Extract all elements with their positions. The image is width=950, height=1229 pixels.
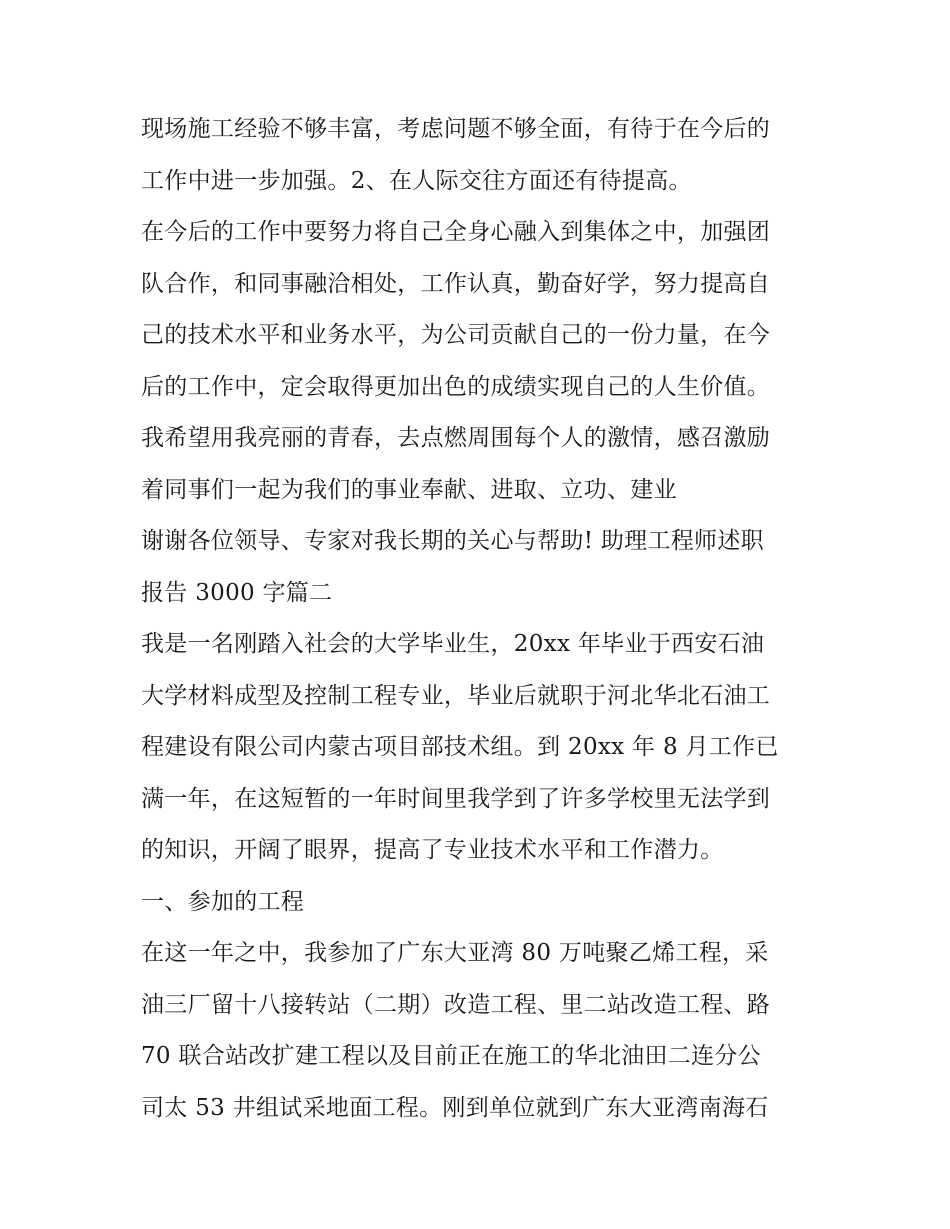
text-line-20: 司太 53 井组试采地面工程。刚到单位就到广东大亚湾南海石 — [141, 1094, 769, 1121]
text-line-1: 现场施工经验不够丰富，考虑问题不够全面，有待于在今后的 — [141, 116, 771, 142]
text-line-7: 我希望用我亮丽的青春，去点燃周围每个人的激情，感召激励 — [141, 425, 771, 451]
text-line-4: 队合作，和同事融洽相处，工作认真，勤奋好学，努力提高自 — [141, 270, 771, 297]
text-line-2: 工作中进一步加强。2、在人际交往方面还有待提高。 — [141, 167, 692, 194]
text-line-9: 谢谢各位领导、专家对我长期的关心与帮助! 助理工程师述职 — [141, 528, 764, 554]
text-line-6: 后的工作中，定会取得更加出色的成绩实现自己的人生价值。 — [141, 373, 771, 400]
text-line-13: 程建设有限公司内蒙古项目部技术组。到 20xx 年 8 月工作已 — [141, 734, 779, 760]
text-line-17: 在这一年之中，我参加了广东大亚湾 80 万吨聚乙烯工程，采 — [141, 940, 769, 966]
text-line-5: 己的技术水平和业务水平，为公司贡献自己的一份力量，在今 — [141, 322, 771, 348]
text-line-19: 70 联合站改扩建工程以及目前正在施工的华北油田二连分公 — [141, 1043, 761, 1069]
text-line-11: 我是一名刚踏入社会的大学毕业生，20xx 年毕业于西安石油 — [141, 631, 765, 657]
text-line-18: 油三厂留十八接转站（二期）改造工程、里二站改造工程、路 — [141, 991, 771, 1018]
text-line-15: 的知识，开阔了眼界，提高了专业技术水平和工作潜力。 — [141, 837, 724, 863]
text-line-3: 在今后的工作中要努力将自己全身心融入到集体之中，加强团 — [141, 219, 771, 245]
text-line-14: 满一年，在这短暂的一年时间里我学到了许多学校里无法学到 — [141, 785, 771, 812]
text-line-12: 大学材料成型及控制工程专业，毕业后就职于河北华北石油工 — [141, 682, 771, 709]
document-body — [141, 104, 821, 1134]
text-line-8: 着同事们一起为我们的事业奉献、进取、立功、建业 — [141, 476, 677, 503]
section-heading: 一、参加的工程 — [141, 888, 305, 915]
text-line-10: 报告 3000 字篇二 — [141, 579, 333, 606]
